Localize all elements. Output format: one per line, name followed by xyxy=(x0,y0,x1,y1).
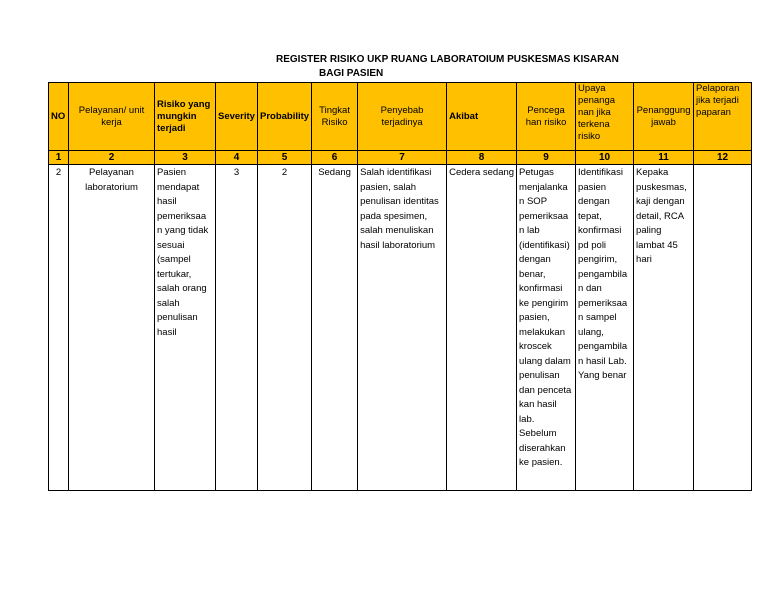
cell-no: 2 xyxy=(49,165,69,491)
cell-tingkat-risiko: Sedang xyxy=(312,165,358,491)
header-pelaporan: Pelaporan jika terjadi paparan xyxy=(694,83,752,151)
cell-pelayanan: Pelayanan laboratorium xyxy=(69,165,155,491)
document-subtitle: BAGI PASIEN xyxy=(319,68,384,79)
col-number: 2 xyxy=(69,151,155,165)
col-number: 6 xyxy=(312,151,358,165)
col-number: 5 xyxy=(257,151,311,165)
header-penanggung-jawab: Penanggung jawab xyxy=(634,83,694,151)
cell-pelaporan xyxy=(694,165,752,491)
header-row xyxy=(49,83,752,151)
cell-probability: 2 xyxy=(257,165,311,491)
col-number: 8 xyxy=(447,151,517,165)
column-number-row xyxy=(49,151,752,165)
col-number: 7 xyxy=(358,151,447,165)
header-penyebab: Penyebab terjadinya xyxy=(358,83,447,151)
cell-akibat: Cedera sedang xyxy=(447,165,517,491)
header-pelayanan: Pelayanan/ unit kerja xyxy=(69,83,155,151)
header-severity: Severity xyxy=(216,83,258,151)
col-number: 1 xyxy=(49,151,69,165)
header-no: NO xyxy=(49,83,69,151)
cell-upaya: Identifikasi pasien dengan tepat, konfirmasi pd poli pengirim, pengambila n dan pemeriksaa n sampel ulang, pengambila n hasil Lab. Yang benar xyxy=(576,165,634,491)
cell-penyebab: Salah identifikasi pasien, salah penulisan identitas pada spesimen, salah menuliskan hasil laboratorium xyxy=(358,165,447,491)
header-pencegahan: Pencega han risiko xyxy=(517,83,576,151)
document-title: REGISTER RISIKO UKP RUANG LABORATOIUM PUSKESMAS KISARAN xyxy=(276,54,619,65)
cell-pencegahan: Petugas menjalanka n SOP pemeriksaa n lab (identifikasi) dengan benar, konfirmasi ke pengirim pasien, melakukan kroscek ulang dalam penulisan dan penceta kan hasil lab. Sebelum diserahkan ke pasien. xyxy=(517,165,576,491)
col-number: 12 xyxy=(694,151,752,165)
header-tingkat-risiko: Tingkat Risiko xyxy=(312,83,358,151)
header-akibat: Akibat xyxy=(447,83,517,151)
cell-risiko: Pasien mendapat hasil pemeriksaa n yang tidak sesuai (sampel tertukar, salah orang salah penulisan hasil xyxy=(155,165,216,491)
cell-penanggung-jawab: Kepaka puskesmas, kaji dengan detail, RCA paling lambat 45 hari xyxy=(634,165,694,491)
col-number: 3 xyxy=(155,151,216,165)
col-number: 10 xyxy=(576,151,634,165)
col-number: 9 xyxy=(517,151,576,165)
header-risiko: Risiko yang mungkin terjadi xyxy=(155,83,216,151)
col-number: 4 xyxy=(216,151,258,165)
cell-severity: 3 xyxy=(216,165,258,491)
col-number: 11 xyxy=(634,151,694,165)
header-probability: Probability xyxy=(257,83,311,151)
risk-register-table xyxy=(48,82,752,491)
header-upaya: Upaya penanga nan jika terkena risiko xyxy=(576,83,634,151)
table-row xyxy=(49,165,752,491)
